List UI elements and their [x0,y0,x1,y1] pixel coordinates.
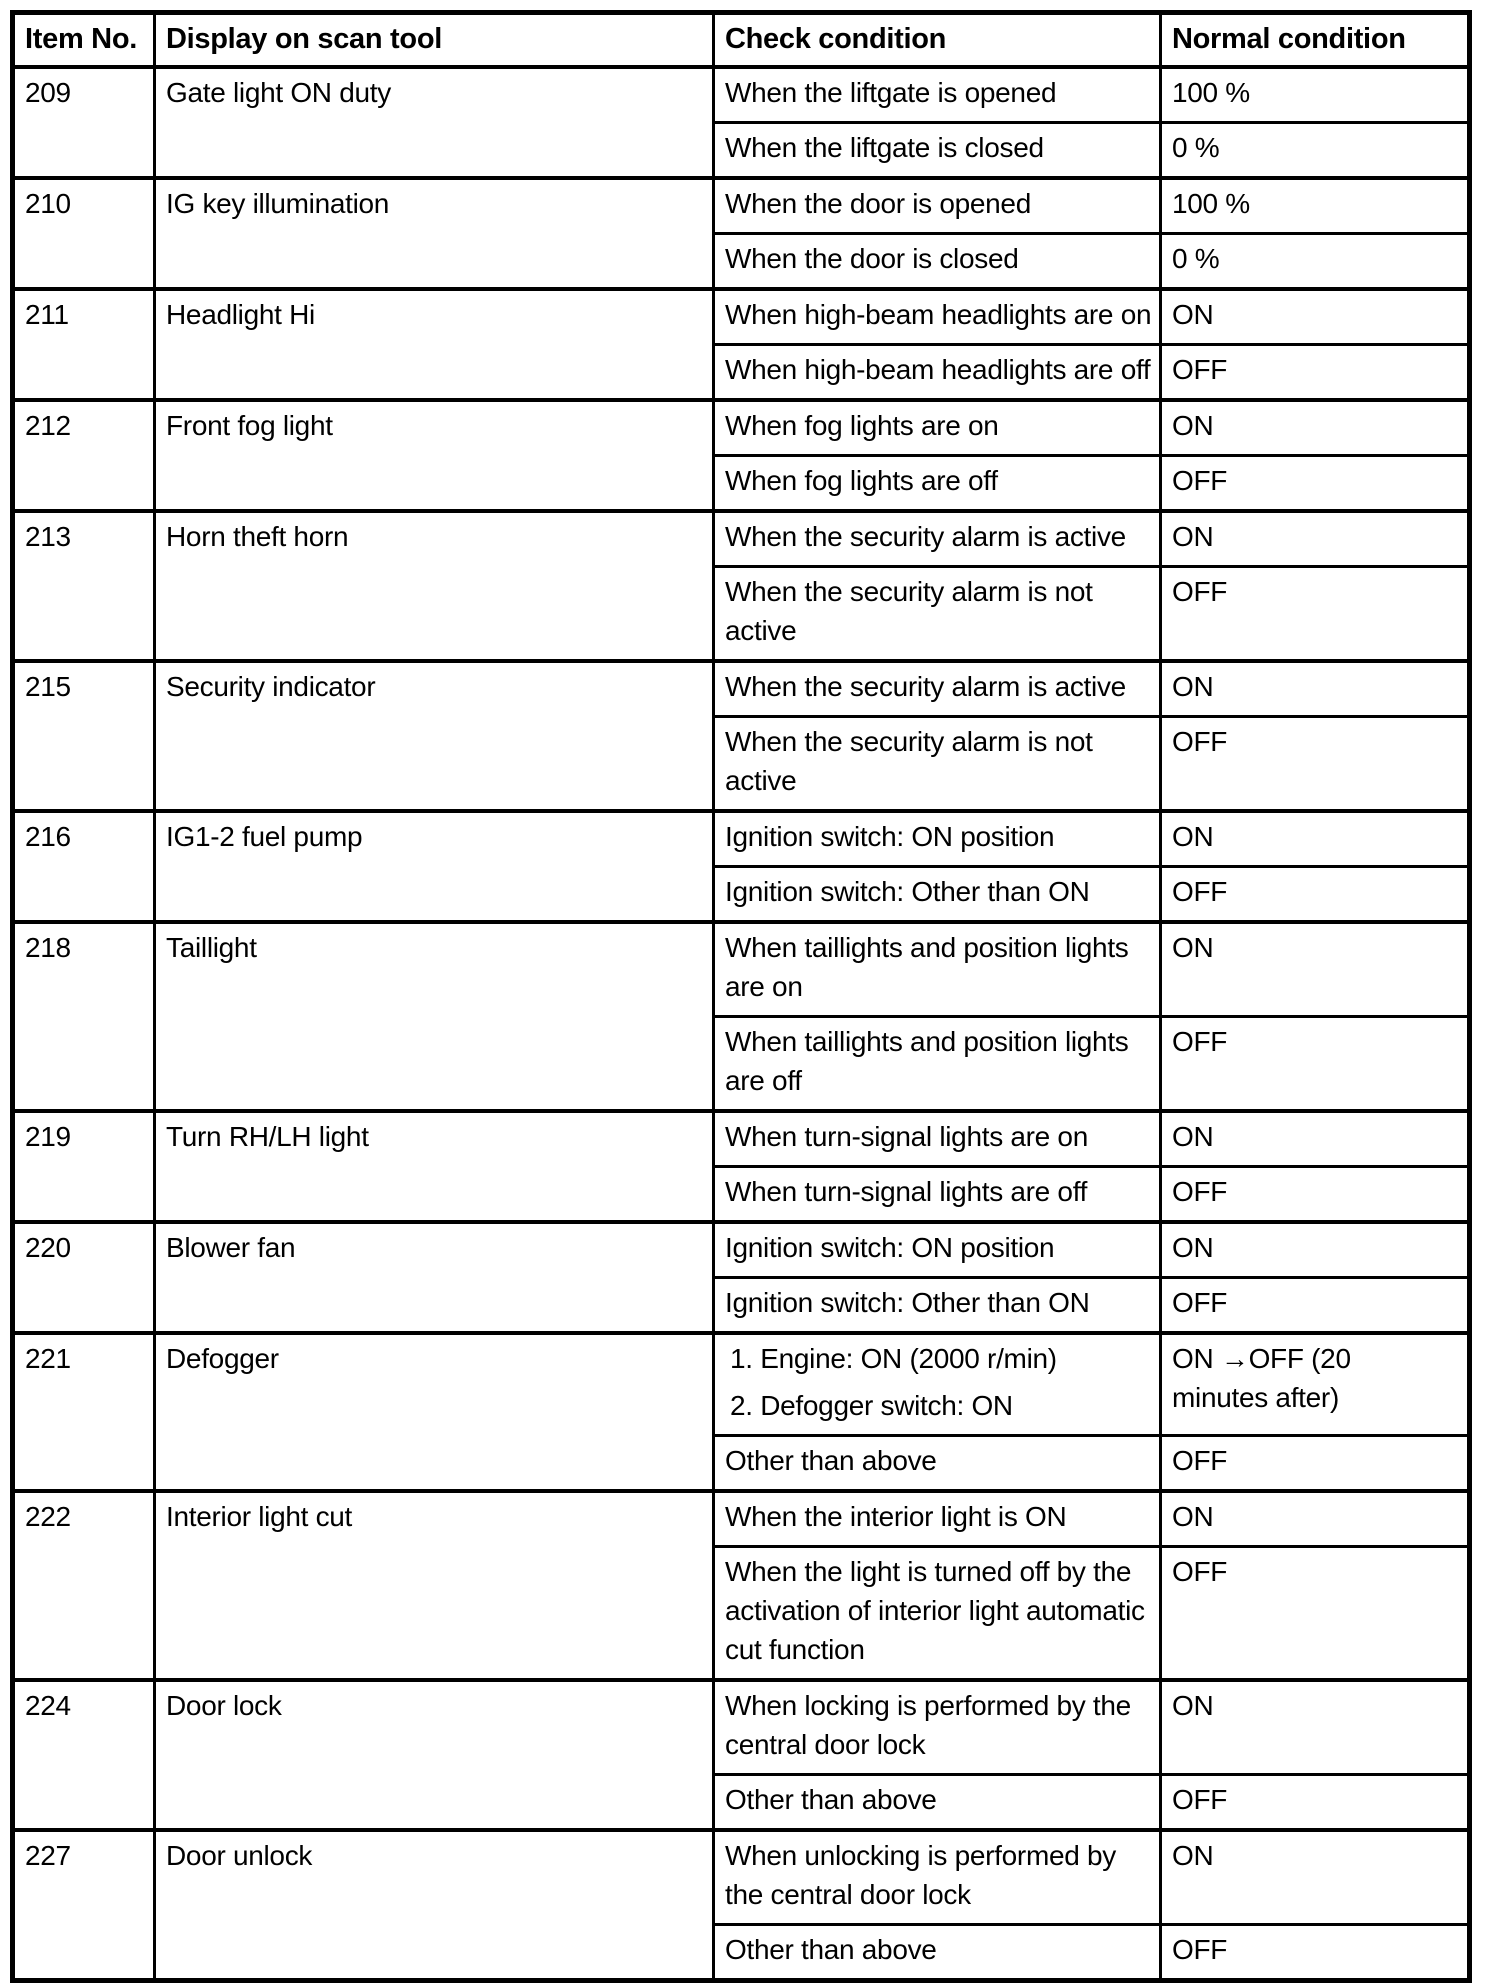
table-row [13,811,1470,867]
table-row [13,1680,1470,1775]
display-cell: IG1-2 fuel pump [155,811,714,922]
display-cell: Gate light ON duty [155,67,714,178]
normal-condition-cell: OFF [1161,1436,1470,1492]
display-cell: Defogger [155,1333,714,1491]
normal-condition-cell: ON [1161,922,1470,1017]
check-condition-cell: Ignition switch: Other than ON [714,867,1161,923]
check-condition-cell: Ignition switch: ON position [714,1222,1161,1278]
normal-condition-cell: OFF [1161,867,1470,923]
display-cell: Interior light cut [155,1491,714,1680]
item-no-cell: 211 [13,289,155,400]
item-no-cell: 213 [13,511,155,661]
normal-condition-cell: ON [1161,1830,1470,1925]
table-row [13,511,1470,567]
normal-condition-cell: ON [1161,661,1470,717]
display-cell: Front fog light [155,400,714,511]
item-no-cell: 210 [13,178,155,289]
normal-condition-cell: OFF [1161,1017,1470,1112]
table-row [13,661,1470,717]
display-cell: Blower fan [155,1222,714,1333]
normal-condition-cell: 100 % [1161,67,1470,123]
check-condition-line: 2. Defogger switch: ON [730,1390,1013,1421]
normal-condition-cell: ON [1161,1222,1470,1278]
check-condition-cell: When taillights and position lights are on [714,922,1161,1017]
table-row [13,1830,1470,1925]
check-condition-cell: When high-beam headlights are on [714,289,1161,345]
item-no-cell: 209 [13,67,155,178]
scan-table-body [13,67,1470,1981]
display-cell: Turn RH/LH light [155,1111,714,1222]
check-condition-cell: Ignition switch: Other than ON [714,1278,1161,1334]
check-condition-cell: When the door is opened [714,178,1161,234]
normal-condition-cell: ON [1161,1491,1470,1547]
check-condition-line: 1. Engine: ON (2000 r/min) [730,1343,1057,1374]
normal-condition-cell: OFF [1161,1167,1470,1223]
check-condition-cell: When unlocking is performed by the central door lock [714,1830,1161,1925]
normal-condition-cell: OFF [1161,345,1470,401]
check-condition-cell [714,1333,1161,1436]
table-row [13,289,1470,345]
normal-condition-cell: ON [1161,811,1470,867]
page [0,10,1504,1965]
header-row [13,13,1470,68]
normal-condition-cell: ON [1161,289,1470,345]
check-condition-cell: When the light is turned off by the activation of interior light automatic cut function [714,1547,1161,1681]
item-no-cell: 219 [13,1111,155,1222]
table-row [13,1222,1470,1278]
item-no-cell: 218 [13,922,155,1111]
check-condition-cell: When locking is performed by the central door lock [714,1680,1161,1775]
normal-condition-cell: OFF [1161,717,1470,812]
check-condition-cell: When the liftgate is closed [714,123,1161,179]
display-cell: Headlight Hi [155,289,714,400]
table-header [13,13,1470,68]
normal-condition-cell: OFF [1161,1547,1470,1681]
check-condition-cell: When taillights and position lights are off [714,1017,1161,1112]
item-no-cell: 216 [13,811,155,922]
header-display-on-scan-tool: Display on scan tool [155,13,714,68]
check-condition-cell: When turn-signal lights are off [714,1167,1161,1223]
display-cell: Security indicator [155,661,714,811]
header-check-condition: Check condition [714,13,1161,68]
table-row [13,922,1470,1017]
check-condition-cell: When turn-signal lights are on [714,1111,1161,1167]
check-condition-cell: Other than above [714,1775,1161,1831]
check-condition-cell: When fog lights are on [714,400,1161,456]
display-cell: Door lock [155,1680,714,1830]
scan-tool-data-table [10,10,1472,1983]
header-item-no: Item No. [13,13,155,68]
normal-condition-cell: OFF [1161,1775,1470,1831]
table-row [13,178,1470,234]
item-no-cell: 224 [13,1680,155,1830]
check-condition-cell: When the liftgate is opened [714,67,1161,123]
item-no-cell: 227 [13,1830,155,1981]
normal-condition-cell: ON [1161,400,1470,456]
table-row [13,67,1470,123]
normal-condition-cell: ON [1161,1111,1470,1167]
check-condition-cell: Other than above [714,1925,1161,1981]
check-condition-cell: When high-beam headlights are off [714,345,1161,401]
table-row [13,1491,1470,1547]
item-no-cell: 221 [13,1333,155,1491]
item-no-cell: 212 [13,400,155,511]
check-condition-cell: When the security alarm is not active [714,717,1161,812]
display-cell: Door unlock [155,1830,714,1981]
normal-condition-cell: 0 % [1161,234,1470,290]
normal-condition-cell: OFF [1161,1278,1470,1334]
check-condition-cell: When the door is closed [714,234,1161,290]
normal-condition-cell: ON →OFF (20 minutes after) [1161,1333,1470,1436]
display-cell: IG key illumination [155,178,714,289]
check-condition-cell: When the security alarm is active [714,661,1161,717]
check-condition-cell: When the interior light is ON [714,1491,1161,1547]
normal-condition-cell: ON [1161,1680,1470,1775]
item-no-cell: 220 [13,1222,155,1333]
display-cell: Horn theft horn [155,511,714,661]
item-no-cell: 222 [13,1491,155,1680]
table-row [13,400,1470,456]
item-no-cell: 215 [13,661,155,811]
check-condition-cell: When the security alarm is not active [714,567,1161,662]
check-condition-cell: When the security alarm is active [714,511,1161,567]
check-condition-cell: When fog lights are off [714,456,1161,512]
normal-condition-cell: 0 % [1161,123,1470,179]
display-cell: Taillight [155,922,714,1111]
normal-condition-cell: ON [1161,511,1470,567]
table-row [13,1333,1470,1436]
check-condition-cell: Ignition switch: ON position [714,811,1161,867]
normal-condition-cell: 100 % [1161,178,1470,234]
check-condition-cell: Other than above [714,1436,1161,1492]
table-row [13,1111,1470,1167]
normal-condition-cell: OFF [1161,456,1470,512]
normal-condition-cell: OFF [1161,567,1470,662]
header-normal-condition: Normal condition [1161,13,1470,68]
normal-condition-cell: OFF [1161,1925,1470,1981]
